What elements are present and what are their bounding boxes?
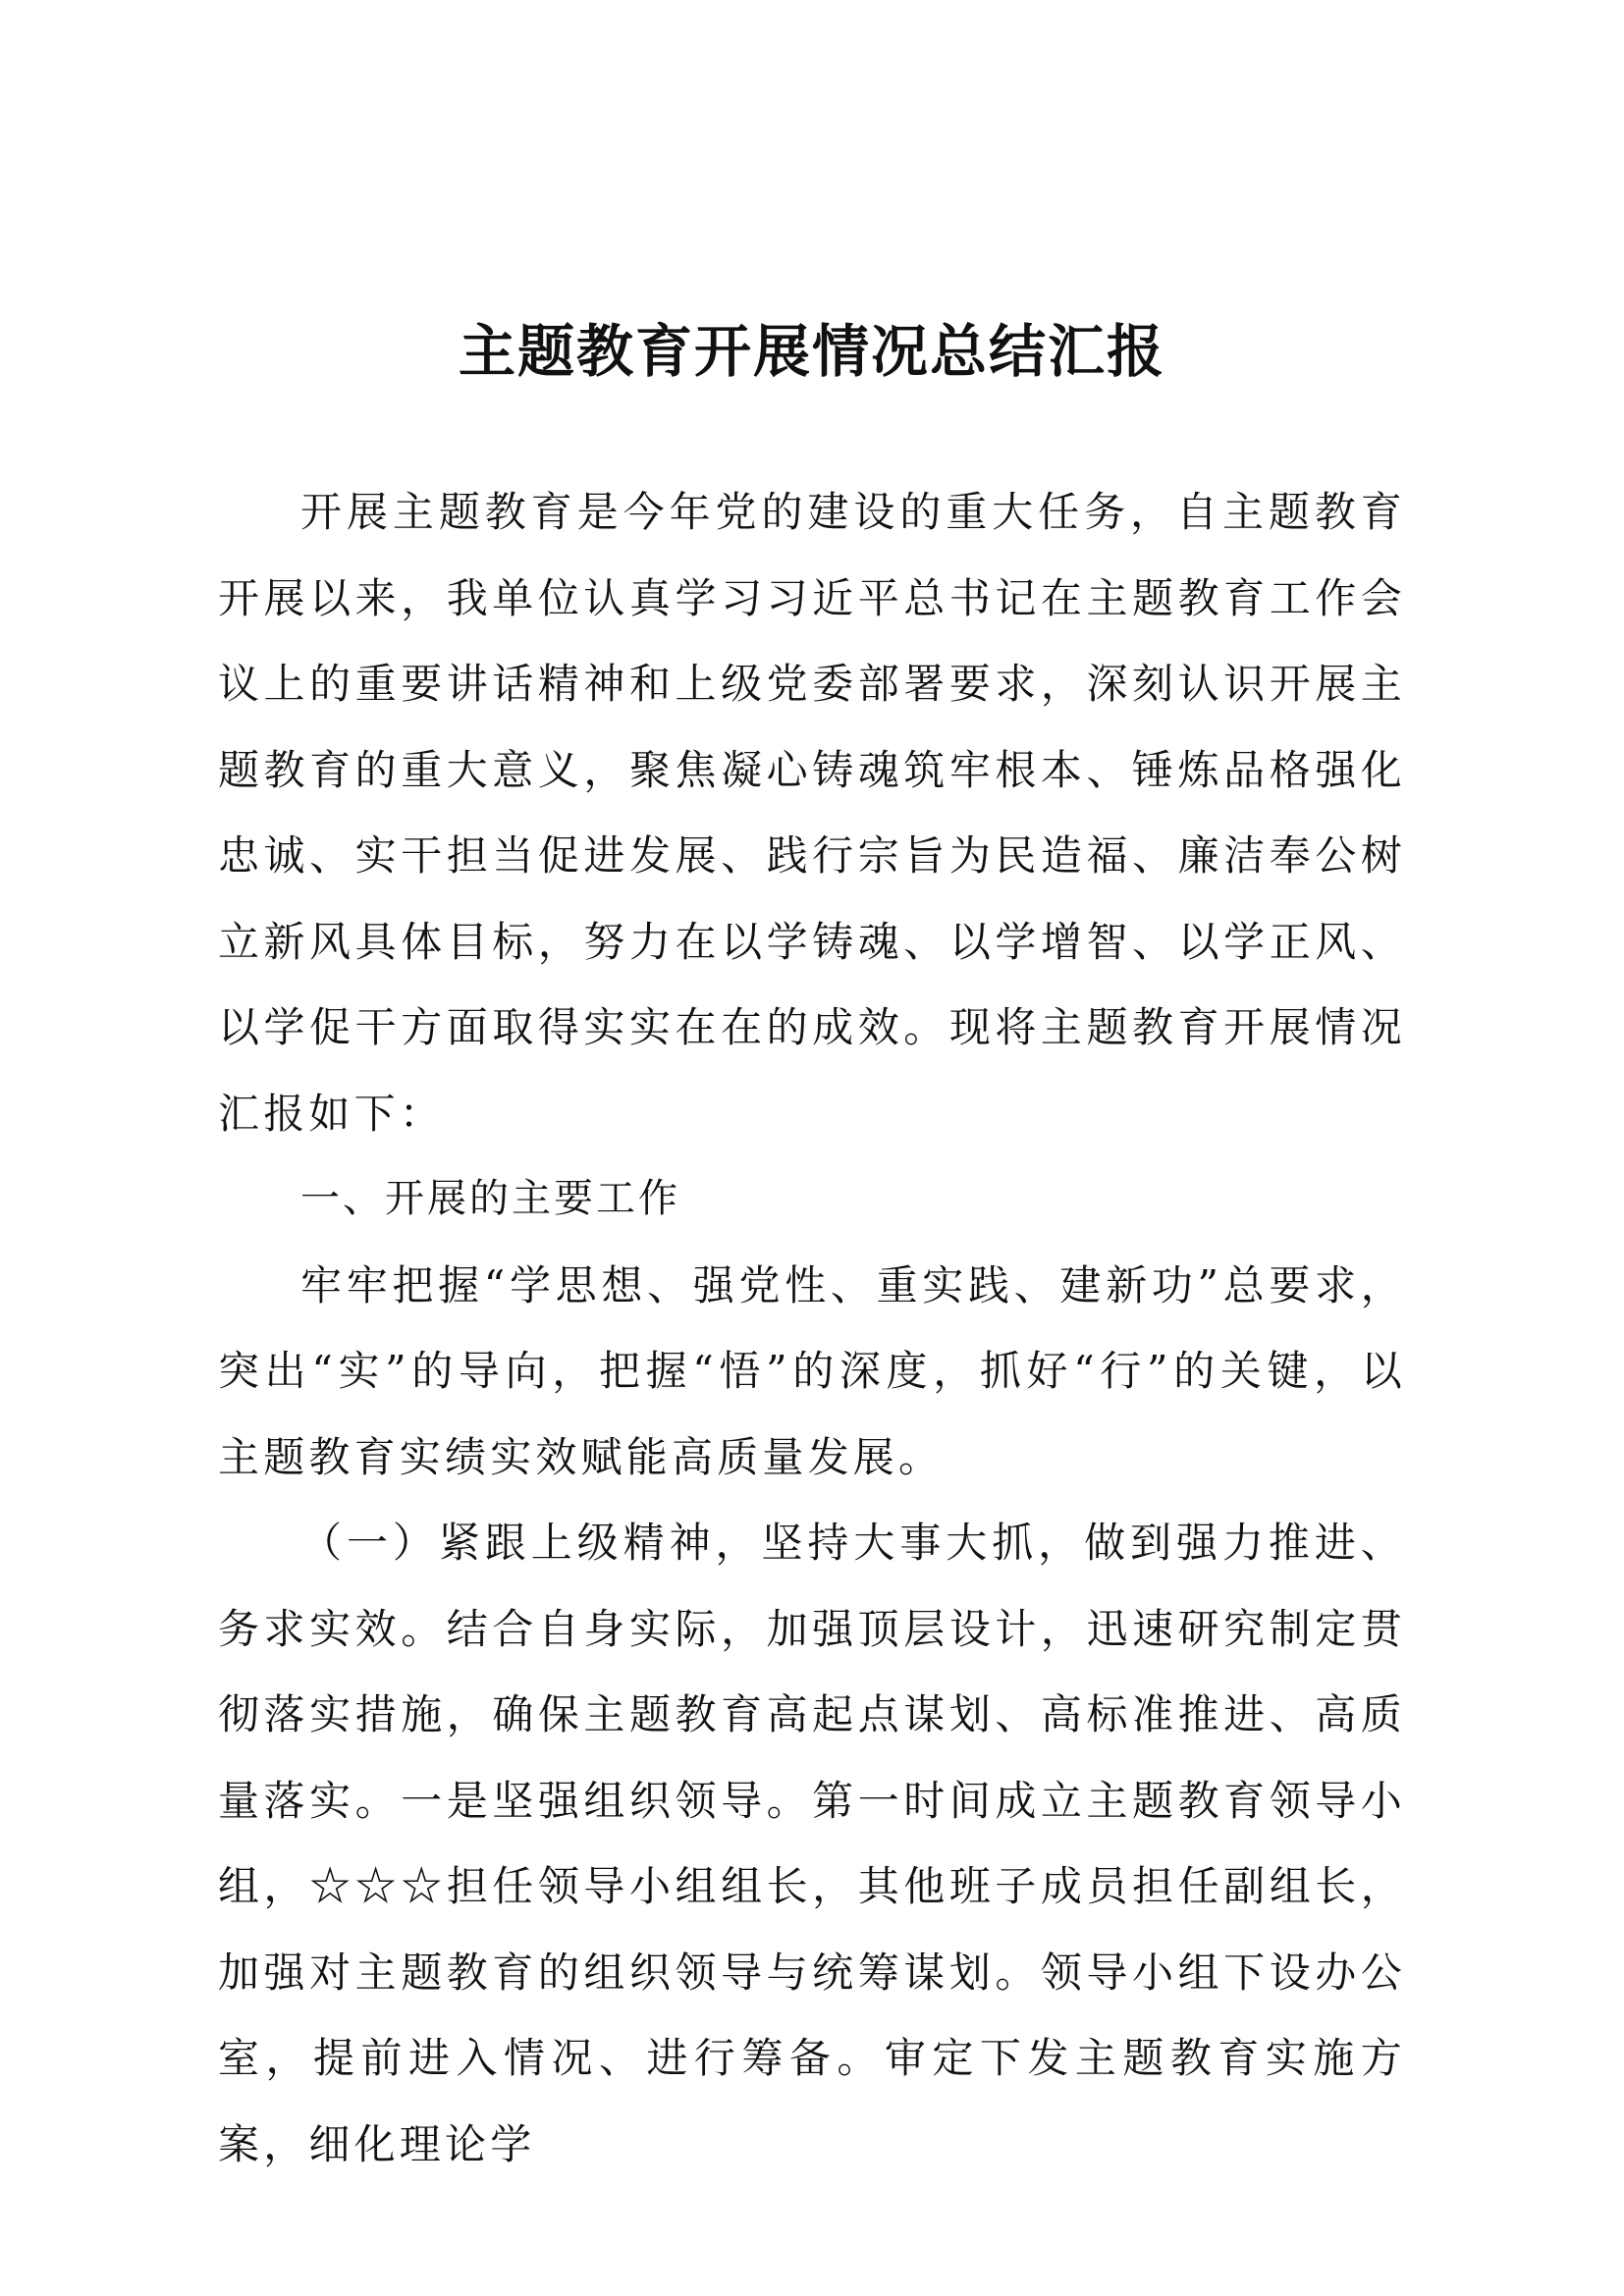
- section-paragraph: 牢牢把握“学思想、强党性、重实践、建新功”总要求，突出“实”的导向，把握“悟”的深度，抓好“行”的关键，以主题教育实绩实效赋能高质量发展。: [218, 1260, 1406, 1481]
- intro-paragraph: 开展主题教育是今年党的建设的重大任务，自主题教育开展以来，我单位认真学习习近平总书记在主题教育工作会议上的重要讲话精神和上级党委部署要求，深刻认识开展主题教育的重大意义，聚焦凝心铸魂筑牢根本、锤炼品格强化忠诚、实干担当促进发展、践行宗旨为民造福、廉洁奉公树立新风具体目标，努力在以学铸魂、以学增智、以学正风、以学促干方面取得实实在在的成效。现将主题教育开展情况汇报如下：: [218, 488, 1406, 1138]
- document-body: [218, 469, 1406, 2187]
- section-heading: 一、开展的主要工作: [300, 1176, 680, 1221]
- subsection-paragraph: （一）紧跟上级精神，坚持大事大抓，做到强力推进、务求实效。结合自身实际，加强顶层设计，迅速研究制定贯彻落实措施，确保主题教育高起点谋划、高标准推进、高质量落实。一是坚强组织领导。第一时间成立主题教育领导小组，☆☆☆担任领导小组组长，其他班子成员担任副组长，加强对主题教育的组织领导与统筹谋划。领导小组下设办公室，提前进入情况、进行筹备。审定下发主题教育实施方案，细化理论学: [218, 1519, 1406, 2168]
- document-title: 主题教育开展情况总结汇报: [458, 318, 1165, 385]
